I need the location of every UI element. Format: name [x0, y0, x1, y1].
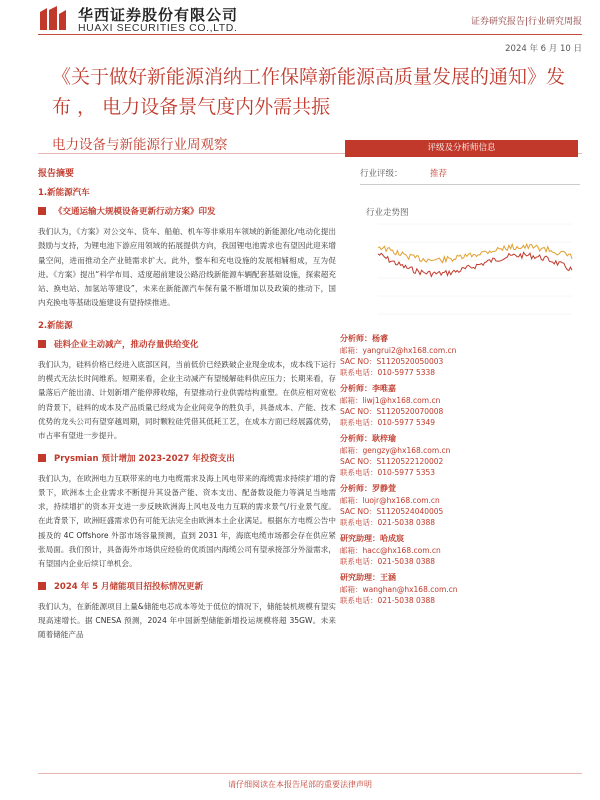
huaxi-logo-icon: [38, 6, 68, 32]
subsection-heading: [38, 580, 336, 592]
analyst-name: 分析师：杨睿: [340, 334, 388, 343]
paragraph: 我们认为，《方案》对公交车、货车、船舶、机车等非乘用车领域的新能源化/电动化提出鼓励与支持，为锂电池下游应用领域的拓展提供方向，我国锂电池需求也有望因此迎来增量空间，进而推动全产业链需求扩大。此外，整车和充电设施的发展相辅相成，互为促进。《方案》提出“科学布局、适度超前建设公路沿线新能源车辆配套基础设施，探索超充站、换电站、加氢站等建设”，未来在新能源汽车保有量不断增加以及政策的推动下，国内充换电等基础设施建设有望持续推进。: [38, 227, 336, 308]
analyst-entry: [340, 333, 580, 378]
analyst-entry: [340, 533, 580, 567]
report-title: 《关于做好新能源消纳工作保障新能源高质量发展的通知》发布 ， 电力设备景气度内外需共振: [52, 66, 566, 118]
analyst-email[interactable]: 邮箱：gengzy@hx168.com.cn: [340, 446, 451, 455]
paragraph: 我们认为，在欧洲电力互联带来的电力电缆需求及海上风电带来的海缆需求持续扩增的背景下，欧洲本土企业需求不断提升其设备产能、资本支出、配备数设能力等满足当地需求，持续增扩的资本开支进一步反映欧洲海上风电及电力互联的需求景气/行业景气度。在此背景下，欧洲旺盛需求仍有可能无法完全由欧洲本土企业满足。根据东方电缆公告中援及的 4C Offshore 外部市场容量预测，直到 2031 年，海底电缆市场都会存在供应紧张局面。我们预计，具备海外市场供应经验的优质国内海缆公司有望承接部分外溢需求，有望国内企业后续订单机会。: [38, 473, 336, 569]
report-date: 2024 年 6 月 10 日: [505, 44, 582, 54]
header-divider: [38, 34, 582, 35]
analyst-phone: 联系电话：021-5038 0388: [340, 557, 436, 566]
summary-heading: 报告摘要: [38, 169, 75, 179]
analyst-phone: 联系电话：010-5977 5338: [340, 368, 436, 377]
report-subtitle: 电力设备与新能源行业周观察: [52, 137, 228, 153]
rating-value: 推荐: [430, 169, 448, 179]
subsection-title: 《交通运输大规模设备更新行动方案》印发: [54, 207, 216, 217]
footer-divider: [38, 773, 582, 774]
analyst-entry: [340, 483, 580, 528]
subsection-heading: [38, 452, 336, 464]
legal-notice: 请仔细阅读在本报告尾部的重要法律声明: [228, 780, 372, 789]
report-body: [38, 166, 336, 651]
paragraph: 我们认为，硅料价格已经进入底部区间，当前低价已经跌破企业现金成本，成本线下运行的模式无法长时间维系。短期来看，企业主动减产有望缓解硅料供应压力；长期来看，存量落后产能出清、计划新增产能停滞收缩，有望推动行业供需结构重塑。在供应相对宽松的背景下，硅料的成本及产品质量已经成为企业间竞争的胜负手，具备成本、产能、技术优势的龙头公司有望穿越周期，同时颗粒硅凭借其低耗工艺，在成本方面已经展露优势，市占率有望进一步提升。: [38, 359, 336, 441]
section-heading-new-energy: 2.新能源: [38, 320, 73, 331]
paragraph: 我们认为，在新能源项目上量&储能电芯成本等处于低位的情况下，储能装机规模有望实现高速增长。据 CNESA 预测，2024 年中国新型储能新增投运规模将超 35GW。未来随着储能产品: [38, 601, 336, 640]
rating-info-header: 评级及分析师信息: [345, 140, 578, 157]
analyst-sac: SAC NO：S1120520070008: [340, 407, 444, 416]
bullet-square-icon: [38, 454, 46, 462]
analyst-email[interactable]: 邮箱：wanghan@hx168.com.cn: [340, 585, 458, 594]
analyst-entry: [340, 383, 580, 428]
analyst-name: 分析师：罗静萱: [340, 484, 396, 493]
analyst-email[interactable]: 邮箱：hacc@hx168.com.cn: [340, 546, 441, 555]
subsection-title: 硅料企业主动减产，推动存量供给变化: [54, 339, 199, 350]
subsection-heading: [38, 338, 336, 350]
rating-label: 行业评级：: [360, 169, 403, 179]
analyst-name: 分析师：李唯嘉: [340, 384, 396, 393]
analyst-name: 研究助理：哈成宸: [340, 534, 404, 543]
analyst-phone: 联系电话：021-5038 0388: [340, 518, 436, 527]
industry-trend-chart: [360, 216, 578, 324]
subsection-title: Prysmian 预计增加 2023-2027 年投资支出: [54, 453, 235, 464]
analyst-email[interactable]: 邮箱：yangrui2@hx168.com.cn: [340, 346, 457, 355]
analyst-sac: SAC NO：S1120520050003: [340, 357, 444, 366]
analyst-phone: 联系电话：021-5038 0388: [340, 596, 436, 605]
bullet-square-icon: [38, 340, 46, 348]
analyst-sac: SAC NO：S1120524040005: [340, 507, 444, 516]
company-name-en: HUAXI SECURITIES CO.,LTD.: [78, 22, 238, 34]
analyst-entry: [340, 572, 580, 606]
analyst-entry: [340, 433, 580, 478]
section-heading-ev: 1.新能源汽车: [38, 188, 90, 198]
rating-divider: [360, 184, 580, 185]
analyst-phone: 联系电话：010-5977 5353: [340, 468, 436, 477]
bullet-square-icon: [38, 582, 46, 590]
report-type: 证券研究报告|行业研究周报: [470, 17, 582, 27]
analyst-name: 研究助理：王涵: [340, 573, 396, 582]
analyst-list: [340, 333, 580, 611]
analyst-name: 分析师：耿梓瑜: [340, 434, 396, 443]
subsection-heading: [38, 205, 336, 217]
trend-chart-label: 行业走势图: [366, 208, 409, 218]
company-name-cn: 华西证券股份有限公司: [78, 6, 239, 24]
analyst-email[interactable]: 邮箱：luojr@hx168.com.cn: [340, 496, 440, 505]
analyst-email[interactable]: 邮箱：liwj1@hx168.com.cn: [340, 396, 441, 405]
bullet-square-icon: [38, 207, 46, 215]
analyst-phone: 联系电话：010-5977 5349: [340, 418, 436, 427]
subsection-title: 2024 年 5 月储能项目招投标情况更新: [54, 581, 203, 592]
analyst-sac: SAC NO：S1120522120002: [340, 457, 444, 466]
